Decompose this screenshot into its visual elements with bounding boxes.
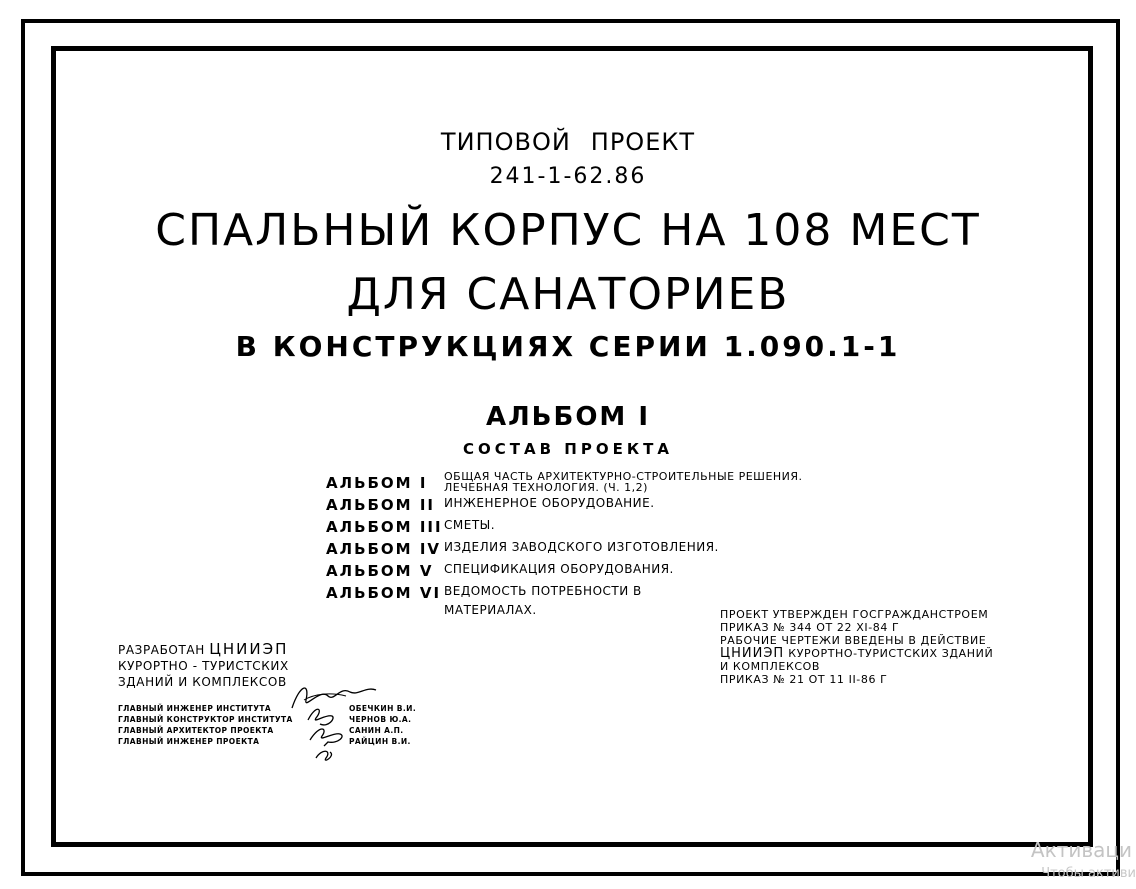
staff-title: ГЛАВНЫЙ КОНСТРУКТОР ИНСТИТУТА bbox=[118, 715, 293, 724]
staff-name: ЧЕРНОВ Ю.А. bbox=[349, 715, 412, 724]
title-line-1: СПАЛЬНЫЙ КОРПУС НА 108 МЕСТ bbox=[155, 205, 981, 256]
album-description: ВЕДОМОСТЬ ПОТРЕБНОСТИ В bbox=[444, 584, 642, 598]
staff-title: ГЛАВНЫЙ ИНЖЕНЕР ПРОЕКТА bbox=[118, 737, 260, 746]
album-description: ИНЖЕНЕРНОЕ ОБОРУДОВАНИЕ. bbox=[444, 496, 655, 510]
project-type-heading bbox=[0, 128, 1136, 156]
album-name: АЛЬБОМ VI bbox=[326, 584, 442, 602]
title-line-2: ДЛЯ САНАТОРИЕВ bbox=[346, 269, 790, 320]
project-number: 241-1-62.86 bbox=[489, 164, 647, 189]
developer-line: ЗДАНИЙ И КОМПЛЕКСОВ bbox=[118, 675, 287, 689]
developer-org: ЦНИИЭП bbox=[209, 640, 289, 658]
developer-label: РАЗРАБОТАН bbox=[118, 643, 205, 657]
handwritten-signatures bbox=[280, 674, 390, 766]
album-description: СПЕЦИФИКАЦИЯ ОБОРУДОВАНИЯ. bbox=[444, 562, 674, 576]
album-description-tail: МАТЕРИАЛАХ. bbox=[444, 603, 537, 617]
approval-line bbox=[720, 647, 993, 660]
approval-line: И КОМПЛЕКСОВ bbox=[720, 660, 821, 673]
approval-org-rest: КУРОРТНО-ТУРИСТСКИХ ЗДАНИЙ bbox=[788, 647, 994, 660]
staff-name: РАЙЦИН В.И. bbox=[349, 737, 411, 746]
activation-watermark: Активаци bbox=[1030, 838, 1132, 862]
project-word: ПРОЕКТ bbox=[590, 128, 696, 156]
album-name: АЛЬБОМ I bbox=[326, 474, 428, 492]
album-description-line: ОБЩАЯ ЧАСТЬ АРХИТЕКТУРНО-СТРОИТЕЛЬНЫЕ РЕШЕНИЯ. bbox=[444, 470, 803, 483]
album-description-line: ЛЕЧЕБНАЯ ТЕХНОЛОГИЯ. (Ч. 1,2) bbox=[444, 481, 648, 494]
album-description: ИЗДЕЛИЯ ЗАВОДСКОГО ИЗГОТОВЛЕНИЯ. bbox=[444, 540, 719, 554]
album-description: СМЕТЫ. bbox=[444, 518, 496, 532]
album-name: АЛЬБОМ II bbox=[326, 496, 435, 514]
album-name: АЛЬБОМ IV bbox=[326, 540, 442, 558]
album-subtitle: СОСТАВ ПРОЕКТА bbox=[463, 440, 673, 458]
approval-line: ПРИКАЗ № 21 ОТ 11 II-86 Г bbox=[720, 673, 888, 686]
staff-name: САНИН А.П. bbox=[349, 726, 404, 735]
album-name: АЛЬБОМ III bbox=[326, 518, 443, 536]
approval-line: РАБОЧИЕ ЧЕРТЕЖИ ВВЕДЕНЫ В ДЕЙСТВИЕ bbox=[720, 634, 987, 647]
approval-org: ЦНИИЭП bbox=[720, 646, 785, 661]
album-title: АЛЬБОМ I bbox=[485, 402, 651, 432]
title-line-3: В КОНСТРУКЦИЯХ СЕРИИ 1.090.1-1 bbox=[235, 330, 901, 363]
approval-block bbox=[720, 608, 993, 686]
approval-line: ПРОЕКТ УТВЕРЖДЕН ГОСГРАЖДАНСТРОЕМ bbox=[720, 608, 989, 621]
project-type-word: ТИПОВОЙ bbox=[440, 128, 571, 156]
album-name: АЛЬБОМ V bbox=[326, 562, 434, 580]
approval-line: ПРИКАЗ № 344 ОТ 22 XI-84 Г bbox=[720, 621, 900, 634]
developer-block bbox=[118, 641, 289, 690]
staff-title: ГЛАВНЫЙ АРХИТЕКТОР ПРОЕКТА bbox=[118, 726, 274, 735]
developer-line: КУРОРТНО - ТУРИСТСКИХ bbox=[118, 659, 289, 673]
activation-watermark-subtext: Чтобы активи bbox=[1041, 866, 1136, 881]
developer-line bbox=[118, 641, 289, 658]
album-description bbox=[444, 471, 803, 493]
staff-title: ГЛАВНЫЙ ИНЖЕНЕР ИНСТИТУТА bbox=[118, 704, 272, 713]
staff-name: ОБЕЧКИН В.И. bbox=[349, 704, 417, 713]
